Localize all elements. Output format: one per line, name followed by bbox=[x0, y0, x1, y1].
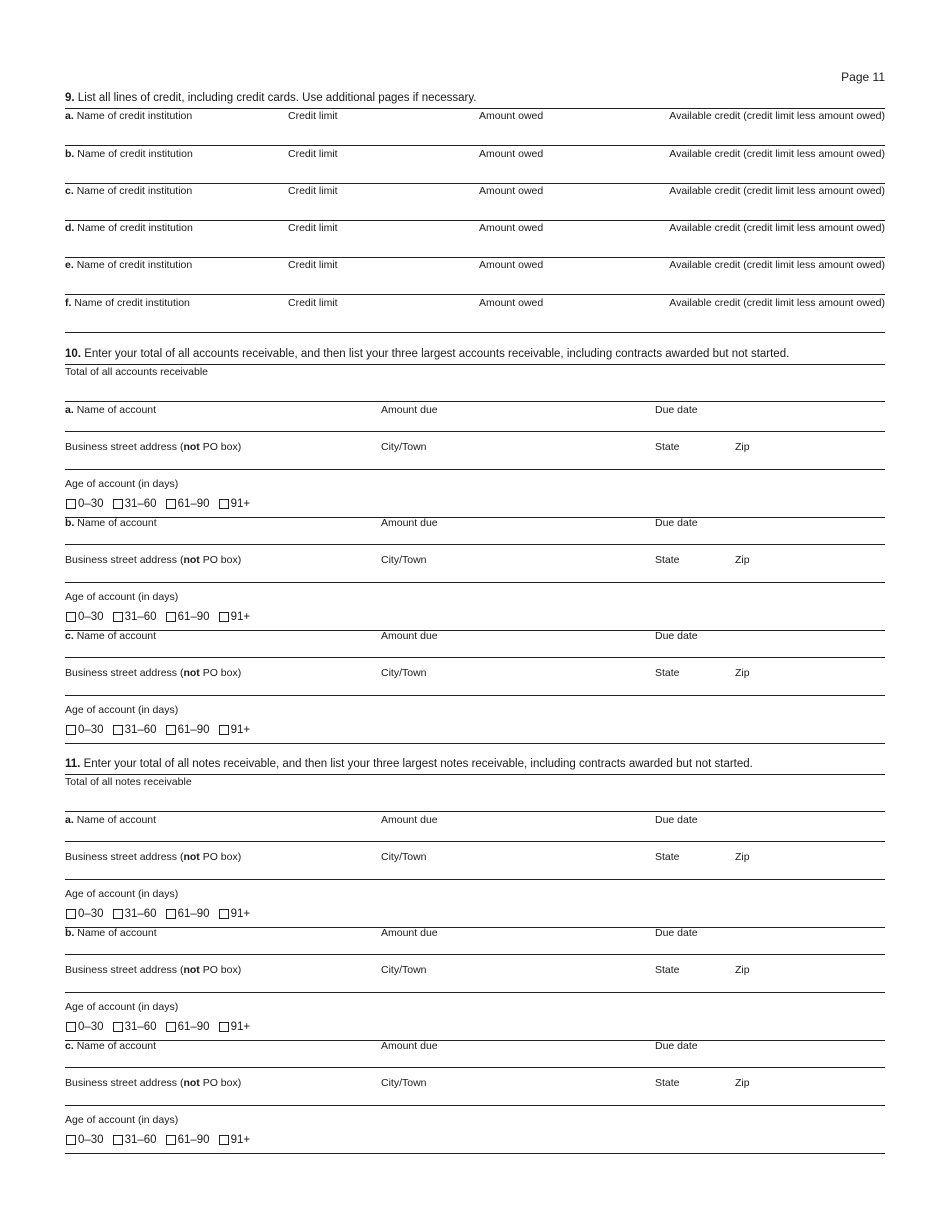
checkbox-icon[interactable] bbox=[166, 1022, 176, 1032]
q10-account-a-amount-due bbox=[381, 404, 438, 417]
q11-account-b-age-label bbox=[65, 1001, 178, 1014]
q10-account-a-age-label bbox=[65, 478, 178, 491]
available-credit-label: Available credit (credit limit less amount owed) bbox=[669, 148, 885, 160]
zip-label: Zip bbox=[735, 1077, 750, 1089]
credit-line-3-institution bbox=[65, 185, 192, 198]
q10-account-b-zip bbox=[735, 554, 750, 567]
zip-label: Zip bbox=[735, 964, 750, 976]
account-name-label: Name of account bbox=[76, 630, 157, 642]
q10-account-b-age-options bbox=[66, 610, 259, 626]
q10-account-c-amount-due bbox=[381, 630, 438, 643]
q11-account-a-due-date bbox=[655, 814, 698, 827]
zip-label: Zip bbox=[735, 667, 750, 679]
checkbox-icon[interactable] bbox=[113, 612, 123, 622]
credit-line-5-institution bbox=[65, 259, 192, 272]
account-letter: a. bbox=[65, 404, 74, 416]
checkbox-icon[interactable] bbox=[113, 499, 123, 509]
question-11-heading-number: 11. bbox=[65, 758, 81, 770]
q11-account-b-amount-due bbox=[381, 927, 438, 940]
city-label: City/Town bbox=[381, 441, 427, 453]
account-name-label: Name of account bbox=[76, 1040, 157, 1052]
credit-line-4-available bbox=[669, 222, 885, 235]
account-name-label: Name of account bbox=[76, 814, 157, 826]
age-option-4[interactable] bbox=[219, 907, 251, 921]
q10-account-c-name bbox=[65, 630, 156, 643]
age-option-3[interactable] bbox=[166, 907, 210, 921]
state-label: State bbox=[655, 851, 680, 863]
q10-account-b-amount-due bbox=[381, 517, 438, 530]
q10-account-c-rule-3 bbox=[65, 743, 885, 744]
credit-limit-label: Credit limit bbox=[288, 185, 338, 197]
credit-line-4-rule bbox=[65, 257, 885, 258]
row-letter: c. bbox=[65, 185, 74, 197]
q11-account-c-rule-2 bbox=[65, 1105, 885, 1106]
credit-line-2-limit bbox=[288, 148, 338, 161]
q11-account-c-rule-1 bbox=[65, 1067, 885, 1068]
account-letter: b. bbox=[65, 517, 75, 529]
credit-line-1-institution bbox=[65, 110, 192, 123]
checkbox-icon[interactable] bbox=[113, 725, 123, 735]
credit-line-2-rule bbox=[65, 183, 885, 184]
state-label: State bbox=[655, 441, 680, 453]
credit-limit-label: Credit limit bbox=[288, 222, 338, 234]
checkbox-icon[interactable] bbox=[166, 909, 176, 919]
credit-line-5-rule bbox=[65, 294, 885, 295]
q10-account-c-due-date bbox=[655, 630, 698, 643]
q10-account-b-address bbox=[65, 554, 241, 567]
state-label: State bbox=[655, 554, 680, 566]
address-label-not: not bbox=[183, 554, 200, 566]
form-page bbox=[65, 0, 885, 1230]
credit-line-1-owed bbox=[479, 110, 543, 123]
credit-limit-label: Credit limit bbox=[288, 297, 338, 309]
age-option-2[interactable] bbox=[113, 723, 157, 737]
age-option-3[interactable] bbox=[166, 723, 210, 737]
q10-account-c-address bbox=[65, 667, 241, 680]
q10-account-b-rule-3 bbox=[65, 630, 885, 631]
q11-account-b-address bbox=[65, 964, 241, 977]
age-label: Age of account (in days) bbox=[65, 1114, 179, 1126]
q10-account-a-rule-1 bbox=[65, 431, 885, 432]
amount-due-label: Amount due bbox=[381, 814, 438, 826]
city-label: City/Town bbox=[381, 1077, 427, 1089]
q11-account-b-state bbox=[655, 964, 680, 977]
credit-limit-label: Credit limit bbox=[288, 110, 338, 122]
q11-account-c-zip bbox=[735, 1077, 750, 1090]
row-letter: a. bbox=[65, 110, 74, 122]
age-option-label: 0–30 bbox=[78, 908, 104, 920]
address-label-post: PO box) bbox=[199, 1077, 242, 1089]
age-option-label: 61–90 bbox=[177, 1021, 210, 1033]
q11-account-c-address bbox=[65, 1077, 241, 1090]
q11-account-a-age-options bbox=[66, 907, 259, 923]
age-option-label: 0–30 bbox=[78, 498, 104, 510]
age-option-4[interactable] bbox=[219, 723, 251, 737]
q11-account-a-state bbox=[655, 851, 680, 864]
q10-account-c-city bbox=[381, 667, 427, 680]
q10-account-a-zip bbox=[735, 441, 750, 454]
credit-institution-label: Name of credit institution bbox=[77, 222, 193, 234]
page-number: Page 11 bbox=[841, 70, 885, 84]
address-label-post: PO box) bbox=[199, 851, 242, 863]
question-11-heading-text: Enter your total of all notes receivable, and then list your three largest notes receivable, including contracts awarded but not started. bbox=[83, 758, 753, 770]
checkbox-icon[interactable] bbox=[219, 909, 229, 919]
checkbox-icon[interactable] bbox=[113, 1135, 123, 1145]
q10-account-b-name bbox=[65, 517, 157, 530]
checkbox-icon[interactable] bbox=[219, 1135, 229, 1145]
checkbox-icon[interactable] bbox=[166, 499, 176, 509]
q10-account-b-rule-1 bbox=[65, 544, 885, 545]
q11-total bbox=[65, 776, 192, 789]
available-credit-label: Available credit (credit limit less amount owed) bbox=[669, 222, 885, 234]
credit-limit-label: Credit limit bbox=[288, 148, 338, 160]
credit-institution-label: Name of credit institution bbox=[77, 148, 193, 160]
due-date-label: Due date bbox=[655, 814, 698, 826]
credit-line-2-available bbox=[669, 148, 885, 161]
age-option-label: 0–30 bbox=[78, 1021, 104, 1033]
amount-owed-label: Amount owed bbox=[479, 185, 544, 197]
credit-institution-label: Name of credit institution bbox=[74, 297, 190, 309]
age-option-label: 0–30 bbox=[78, 611, 104, 623]
age-option-label: 31–60 bbox=[124, 611, 157, 623]
age-option-label: 91+ bbox=[230, 498, 251, 510]
address-label-not: not bbox=[183, 441, 200, 453]
checkbox-icon[interactable] bbox=[66, 725, 76, 735]
credit-line-4-institution bbox=[65, 222, 193, 235]
credit-institution-label: Name of credit institution bbox=[76, 110, 193, 122]
q11-account-a-rule-3 bbox=[65, 927, 885, 928]
city-label: City/Town bbox=[381, 667, 427, 679]
age-option-label: 61–90 bbox=[177, 611, 210, 623]
due-date-label: Due date bbox=[655, 517, 698, 529]
account-letter: c. bbox=[65, 630, 74, 642]
address-label-post: PO box) bbox=[199, 964, 242, 976]
q11-account-a-address bbox=[65, 851, 241, 864]
city-label: City/Town bbox=[381, 964, 427, 976]
q11-account-a-city bbox=[381, 851, 427, 864]
zip-label: Zip bbox=[735, 441, 750, 453]
q10-account-c-state bbox=[655, 667, 680, 680]
row-letter: d. bbox=[65, 222, 75, 234]
credit-line-2-owed bbox=[479, 148, 543, 161]
address-label-not: not bbox=[183, 964, 200, 976]
address-label-post: PO box) bbox=[199, 441, 242, 453]
credit-line-6-limit bbox=[288, 297, 338, 310]
amount-due-label: Amount due bbox=[381, 517, 438, 529]
q11-account-b-rule-2 bbox=[65, 992, 885, 993]
q11-account-b-rule-1 bbox=[65, 954, 885, 955]
credit-line-5-owed bbox=[479, 259, 543, 272]
state-label: State bbox=[655, 964, 680, 976]
credit-line-3-available bbox=[669, 185, 885, 198]
credit-line-4-limit bbox=[288, 222, 338, 235]
age-option-4[interactable] bbox=[219, 497, 251, 511]
question-10-heading-number: 10. bbox=[65, 348, 81, 360]
question-10-heading bbox=[65, 347, 885, 361]
account-letter: c. bbox=[65, 1040, 74, 1052]
q10-account-a-city bbox=[381, 441, 427, 454]
q10-account-c-rule-2 bbox=[65, 695, 885, 696]
credit-line-5-available bbox=[669, 259, 885, 272]
amount-due-label: Amount due bbox=[381, 1040, 438, 1052]
checkbox-icon[interactable] bbox=[219, 612, 229, 622]
address-label-not: not bbox=[183, 667, 200, 679]
credit-line-1-available bbox=[669, 110, 885, 123]
q10-account-a-address bbox=[65, 441, 241, 454]
amount-owed-label: Amount owed bbox=[479, 110, 544, 122]
q11-account-b-city bbox=[381, 964, 427, 977]
q11-account-a-zip bbox=[735, 851, 750, 864]
age-option-1[interactable] bbox=[66, 907, 104, 921]
checkbox-icon[interactable] bbox=[66, 499, 76, 509]
amount-owed-label: Amount owed bbox=[479, 148, 544, 160]
due-date-label: Due date bbox=[655, 630, 698, 642]
address-label-pre: Business street address ( bbox=[65, 667, 184, 679]
account-name-label: Name of account bbox=[77, 927, 157, 939]
address-label-pre: Business street address ( bbox=[65, 851, 184, 863]
age-option-1[interactable] bbox=[66, 1133, 104, 1147]
age-option-4[interactable] bbox=[219, 1020, 251, 1034]
address-label-pre: Business street address ( bbox=[65, 554, 184, 566]
q11-account-a-amount-due bbox=[381, 814, 438, 827]
checkbox-icon[interactable] bbox=[166, 612, 176, 622]
age-option-1[interactable] bbox=[66, 1020, 104, 1034]
address-label-pre: Business street address ( bbox=[65, 964, 184, 976]
age-option-label: 0–30 bbox=[78, 724, 104, 736]
q11-account-a-rule-2 bbox=[65, 879, 885, 880]
checkbox-icon[interactable] bbox=[66, 1135, 76, 1145]
q10-total-rule bbox=[65, 401, 885, 402]
due-date-label: Due date bbox=[655, 927, 698, 939]
q10-account-b-state bbox=[655, 554, 680, 567]
credit-line-3-rule bbox=[65, 220, 885, 221]
address-label-pre: Business street address ( bbox=[65, 441, 184, 453]
credit-line-6-available bbox=[669, 297, 885, 310]
q11-account-b-name bbox=[65, 927, 157, 940]
q10-account-c-age-options bbox=[66, 723, 259, 739]
amount-due-label: Amount due bbox=[381, 630, 438, 642]
q11-account-c-age-label bbox=[65, 1114, 178, 1127]
age-option-label: 61–90 bbox=[177, 1134, 210, 1146]
zip-label: Zip bbox=[735, 851, 750, 863]
q11-total-rule bbox=[65, 811, 885, 812]
q11-account-a-rule-1 bbox=[65, 841, 885, 842]
age-option-label: 31–60 bbox=[124, 724, 157, 736]
due-date-label: Due date bbox=[655, 404, 698, 416]
age-option-1[interactable] bbox=[66, 610, 104, 624]
row-letter: e. bbox=[65, 259, 74, 271]
age-option-label: 31–60 bbox=[124, 1134, 157, 1146]
address-label-pre: Business street address ( bbox=[65, 1077, 184, 1089]
row-letter: f. bbox=[65, 297, 72, 309]
checkbox-icon[interactable] bbox=[166, 1135, 176, 1145]
age-label: Age of account (in days) bbox=[65, 591, 179, 603]
q10-account-a-due-date bbox=[655, 404, 698, 417]
question-9-heading-number: 9. bbox=[65, 92, 75, 104]
age-option-label: 31–60 bbox=[124, 498, 157, 510]
q11-account-c-name bbox=[65, 1040, 156, 1053]
question-9-heading bbox=[65, 91, 885, 105]
age-option-2[interactable] bbox=[113, 497, 157, 511]
q11-account-c-state bbox=[655, 1077, 680, 1090]
account-letter: a. bbox=[65, 814, 74, 826]
age-option-2[interactable] bbox=[113, 1020, 157, 1034]
credit-line-1-rule bbox=[65, 145, 885, 146]
row-letter: b. bbox=[65, 148, 75, 160]
amount-due-label: Amount due bbox=[381, 404, 438, 416]
credit-limit-label: Credit limit bbox=[288, 259, 338, 271]
q10-account-a-name bbox=[65, 404, 156, 417]
account-letter: b. bbox=[65, 927, 75, 939]
credit-line-5-limit bbox=[288, 259, 338, 272]
age-option-label: 61–90 bbox=[177, 724, 210, 736]
state-label: State bbox=[655, 667, 680, 679]
age-label: Age of account (in days) bbox=[65, 704, 179, 716]
q10-total bbox=[65, 366, 208, 379]
amount-owed-label: Amount owed bbox=[479, 222, 544, 234]
checkbox-icon[interactable] bbox=[66, 612, 76, 622]
credit-line-6-rule bbox=[65, 332, 885, 333]
age-option-2[interactable] bbox=[113, 907, 157, 921]
q11-account-c-city bbox=[381, 1077, 427, 1090]
available-credit-label: Available credit (credit limit less amount owed) bbox=[669, 297, 885, 309]
q10-account-b-due-date bbox=[655, 517, 698, 530]
credit-line-2-institution bbox=[65, 148, 193, 161]
credit-line-1-limit bbox=[288, 110, 338, 123]
available-credit-label: Available credit (credit limit less amount owed) bbox=[669, 259, 885, 271]
credit-line-6-owed bbox=[479, 297, 543, 310]
q11-account-b-zip bbox=[735, 964, 750, 977]
age-option-label: 61–90 bbox=[177, 498, 210, 510]
age-option-label: 61–90 bbox=[177, 908, 210, 920]
age-option-2[interactable] bbox=[113, 1133, 157, 1147]
q11-account-b-due-date bbox=[655, 927, 698, 940]
age-option-3[interactable] bbox=[166, 610, 210, 624]
available-credit-label: Available credit (credit limit less amount owed) bbox=[669, 110, 885, 122]
credit-line-3-limit bbox=[288, 185, 338, 198]
checkbox-icon[interactable] bbox=[219, 725, 229, 735]
age-option-1[interactable] bbox=[66, 723, 104, 737]
age-option-label: 0–30 bbox=[78, 1134, 104, 1146]
question-10-heading-text: Enter your total of all accounts receivable, and then list your three largest accounts receivable, including contracts awarded but not started. bbox=[84, 348, 790, 360]
age-option-3[interactable] bbox=[166, 1020, 210, 1034]
q10-account-a-rule-2 bbox=[65, 469, 885, 470]
available-credit-label: Available credit (credit limit less amount owed) bbox=[669, 185, 885, 197]
checkbox-icon[interactable] bbox=[219, 499, 229, 509]
q11-account-b-age-options bbox=[66, 1020, 259, 1036]
q10-account-c-age-label bbox=[65, 704, 178, 717]
checkbox-icon[interactable] bbox=[219, 1022, 229, 1032]
city-label: City/Town bbox=[381, 851, 427, 863]
q9-top-rule bbox=[65, 108, 885, 109]
address-label-post: PO box) bbox=[199, 554, 242, 566]
total-accounts-receivable-label: Total of all accounts receivable bbox=[65, 366, 208, 378]
age-label: Age of account (in days) bbox=[65, 888, 179, 900]
q11-account-c-age-options bbox=[66, 1133, 259, 1149]
state-label: State bbox=[655, 1077, 680, 1089]
age-label: Age of account (in days) bbox=[65, 1001, 179, 1013]
q10-account-b-rule-2 bbox=[65, 582, 885, 583]
age-option-label: 91+ bbox=[230, 724, 251, 736]
q11-account-b-rule-3 bbox=[65, 1040, 885, 1041]
q10-account-c-rule-1 bbox=[65, 657, 885, 658]
checkbox-icon[interactable] bbox=[66, 909, 76, 919]
account-name-label: Name of account bbox=[77, 517, 157, 529]
q10-account-c-zip bbox=[735, 667, 750, 680]
age-option-label: 91+ bbox=[230, 1134, 251, 1146]
age-label: Age of account (in days) bbox=[65, 478, 179, 490]
age-option-label: 31–60 bbox=[124, 908, 157, 920]
credit-line-4-owed bbox=[479, 222, 543, 235]
amount-owed-label: Amount owed bbox=[479, 259, 544, 271]
q11-account-c-rule-3 bbox=[65, 1153, 885, 1154]
due-date-label: Due date bbox=[655, 1040, 698, 1052]
age-option-3[interactable] bbox=[166, 1133, 210, 1147]
q10-account-b-city bbox=[381, 554, 427, 567]
q11-account-c-amount-due bbox=[381, 1040, 438, 1053]
checkbox-icon[interactable] bbox=[66, 1022, 76, 1032]
q11-account-a-age-label bbox=[65, 888, 178, 901]
amount-owed-label: Amount owed bbox=[479, 297, 544, 309]
q10-account-a-age-options bbox=[66, 497, 259, 513]
credit-institution-label: Name of credit institution bbox=[76, 185, 193, 197]
checkbox-icon[interactable] bbox=[113, 909, 123, 919]
age-option-3[interactable] bbox=[166, 497, 210, 511]
q11-account-a-name bbox=[65, 814, 156, 827]
age-option-label: 31–60 bbox=[124, 1021, 157, 1033]
address-label-post: PO box) bbox=[199, 667, 242, 679]
q11-top-rule bbox=[65, 774, 885, 775]
zip-label: Zip bbox=[735, 554, 750, 566]
q10-account-a-state bbox=[655, 441, 680, 454]
age-option-4[interactable] bbox=[219, 1133, 251, 1147]
city-label: City/Town bbox=[381, 554, 427, 566]
amount-due-label: Amount due bbox=[381, 927, 438, 939]
account-name-label: Name of account bbox=[76, 404, 157, 416]
checkbox-icon[interactable] bbox=[113, 1022, 123, 1032]
q10-account-a-rule-3 bbox=[65, 517, 885, 518]
q10-top-rule bbox=[65, 364, 885, 365]
age-option-label: 91+ bbox=[230, 908, 251, 920]
age-option-label: 91+ bbox=[230, 611, 251, 623]
credit-line-6-institution bbox=[65, 297, 190, 310]
age-option-1[interactable] bbox=[66, 497, 104, 511]
credit-line-3-owed bbox=[479, 185, 543, 198]
credit-institution-label: Name of credit institution bbox=[76, 259, 193, 271]
age-option-4[interactable] bbox=[219, 610, 251, 624]
question-11-heading bbox=[65, 757, 885, 771]
checkbox-icon[interactable] bbox=[166, 725, 176, 735]
address-label-not: not bbox=[183, 851, 200, 863]
q10-account-b-age-label bbox=[65, 591, 178, 604]
address-label-not: not bbox=[183, 1077, 200, 1089]
question-9-heading-text: List all lines of credit, including credit cards. Use additional pages if necessary. bbox=[77, 92, 477, 104]
age-option-2[interactable] bbox=[113, 610, 157, 624]
q11-account-c-due-date bbox=[655, 1040, 698, 1053]
age-option-label: 91+ bbox=[230, 1021, 251, 1033]
total-notes-receivable-label: Total of all notes receivable bbox=[65, 776, 192, 788]
